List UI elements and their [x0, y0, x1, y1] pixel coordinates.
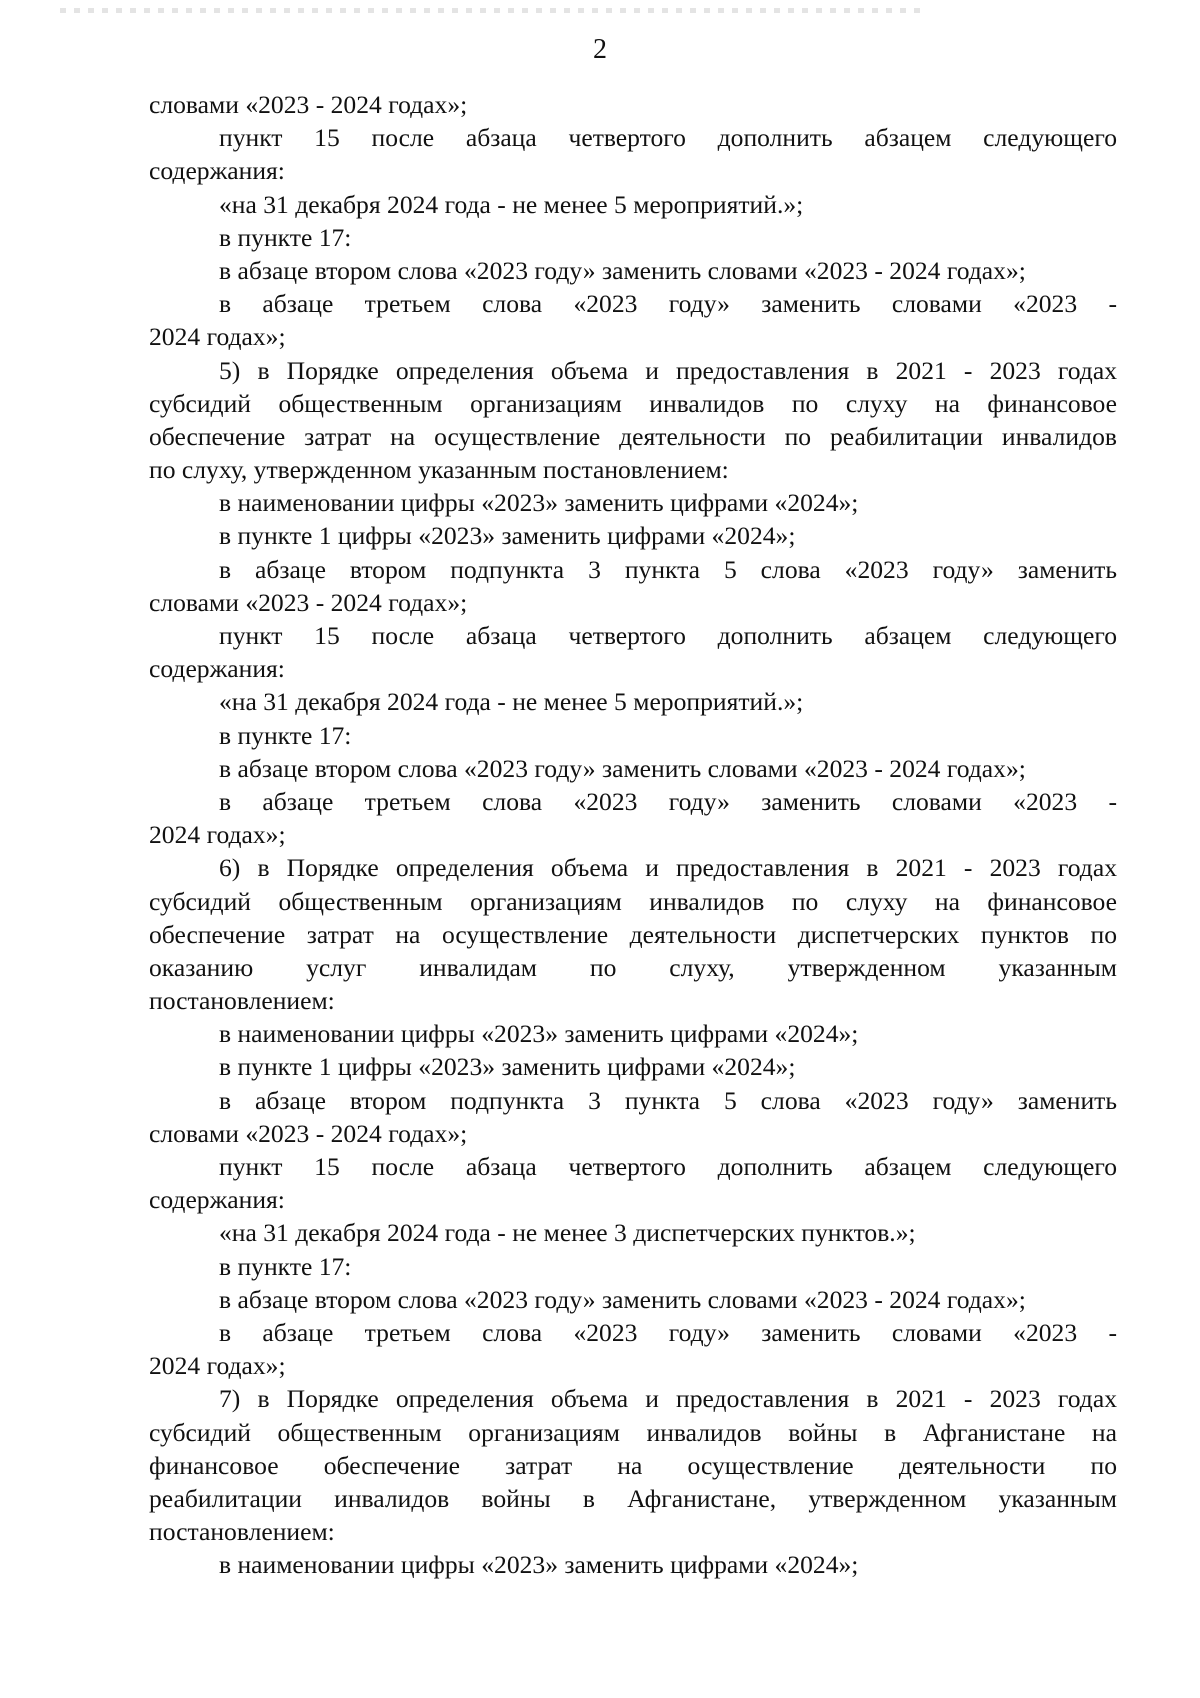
text-line: содержания: [149, 1185, 285, 1215]
text-line: в абзаце втором слова «2023 году» заменить словами «2023 - 2024 годах»; [219, 1284, 1026, 1314]
scan-artifact [60, 8, 920, 13]
text-line: пункт 15 после абзаца четвертого дополнить абзацем следующего [219, 1152, 1117, 1181]
text-line: 5) в Порядке определения объема и предоставления в 2021 - 2023 годах [219, 355, 1117, 385]
text-line: «на 31 декабря 2024 года - не менее 5 мероприятий.»; [219, 687, 804, 717]
document-body [149, 88, 1117, 1581]
text-line: словами «2023 - 2024 годах»; [149, 90, 468, 119]
text-line: словами «2023 - 2024 годах»; [149, 587, 468, 617]
text-line: пункт 15 после абзаца четвертого дополнить абзацем следующего [219, 123, 1117, 153]
text-line: 6) в Порядке определения объема и предоставления в 2021 - 2023 годах [219, 853, 1117, 883]
text-line: в абзаце третьем слова «2023 году» заменить словами «2023 - [219, 1317, 1117, 1347]
text-line: оказанию услуг инвалидам по слуху, утвержденном указанным [149, 952, 1117, 982]
text-line: субсидий общественным организациям инвалидов войны в Афганистане на [149, 1417, 1117, 1447]
text-line: «на 31 декабря 2024 года - не менее 5 мероприятий.»; [219, 189, 804, 219]
text-line: содержания: [149, 654, 285, 684]
text-line: в пункте 17: [219, 222, 352, 252]
text-line: 2024 годах»; [149, 322, 286, 352]
text-line: в абзаце третьем слова «2023 году» заменить словами «2023 - [219, 289, 1117, 319]
text-line: постановлением: [149, 1517, 335, 1547]
text-line: «на 31 декабря 2024 года - не менее 3 диспетчерских пунктов.»; [219, 1218, 916, 1248]
text-line: в абзаце третьем слова «2023 году» заменить словами «2023 - [219, 786, 1117, 816]
text-line: в наименовании цифры «2023» заменить цифрами «2024»; [219, 1019, 859, 1049]
text-line: в абзаце втором слова «2023 году» заменить словами «2023 - 2024 годах»; [219, 255, 1026, 285]
text-line: в пункте 1 цифры «2023» заменить цифрами «2024»; [219, 521, 796, 551]
text-line: в пункте 1 цифры «2023» заменить цифрами «2024»; [219, 1052, 796, 1082]
page-number: 2 [593, 34, 607, 65]
text-line: финансовое обеспечение затрат на осуществление деятельности по [149, 1450, 1117, 1480]
text-line: содержания: [149, 156, 285, 186]
text-line: в абзаце втором подпункта 3 пункта 5 слова «2023 году» заменить [219, 1085, 1117, 1115]
text-line: по слуху, утвержденном указанным постановлением: [149, 455, 729, 485]
text-line: в наименовании цифры «2023» заменить цифрами «2024»; [219, 1550, 859, 1580]
text-line: в абзаце втором подпункта 3 пункта 5 слова «2023 году» заменить [219, 554, 1117, 584]
text-line: субсидий общественным организациям инвалидов по слуху на финансовое [149, 886, 1117, 916]
text-line: постановлением: [149, 986, 335, 1016]
text-line: пункт 15 после абзаца четвертого дополнить абзацем следующего [219, 621, 1117, 650]
text-line: реабилитации инвалидов войны в Афганистане, утвержденном указанным [149, 1483, 1117, 1513]
text-line: 2024 годах»; [149, 820, 286, 850]
text-line: 2024 годах»; [149, 1351, 286, 1381]
text-line: в абзаце втором слова «2023 году» заменить словами «2023 - 2024 годах»; [219, 753, 1026, 783]
text-line: в пункте 17: [219, 720, 352, 750]
text-line: в наименовании цифры «2023» заменить цифрами «2024»; [219, 488, 859, 518]
text-line: субсидий общественным организациям инвалидов по слуху на финансовое [149, 388, 1117, 418]
text-line: 7) в Порядке определения объема и предоставления в 2021 - 2023 годах [219, 1384, 1117, 1414]
text-line: в пункте 17: [219, 1251, 352, 1281]
text-line: словами «2023 - 2024 годах»; [149, 1118, 468, 1148]
text-line: обеспечение затрат на осуществление деятельности по реабилитации инвалидов [149, 421, 1117, 451]
text-line: обеспечение затрат на осуществление деятельности диспетчерских пунктов по [149, 919, 1117, 949]
